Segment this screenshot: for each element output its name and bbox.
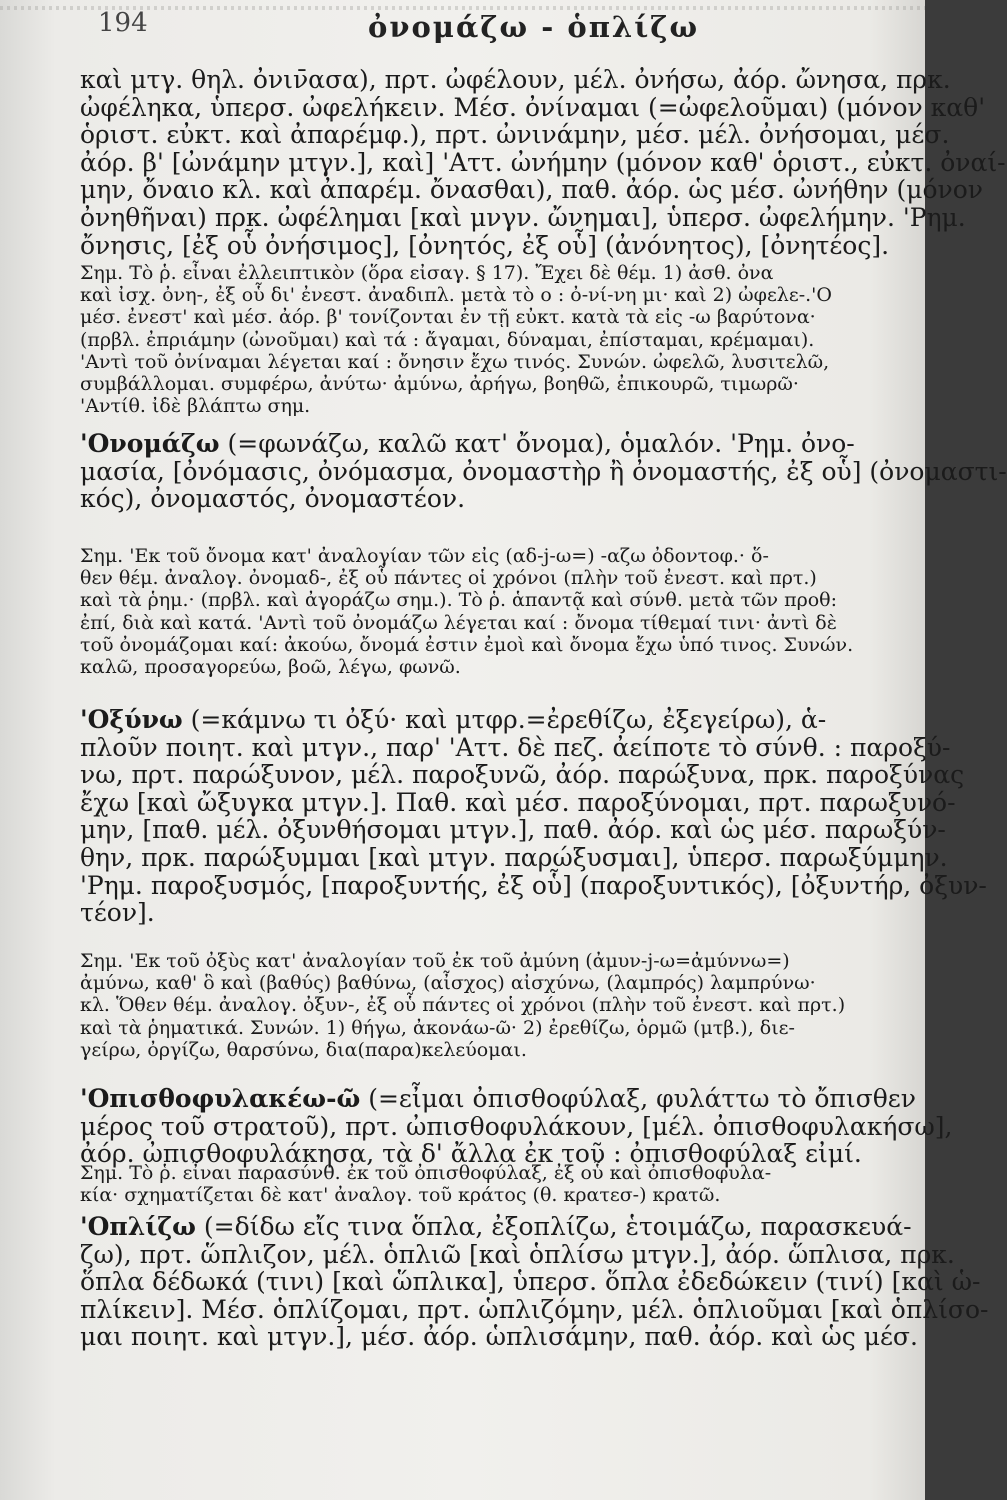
headword: 'Οπισθοφυλακέω-ῶ	[80, 1084, 361, 1113]
text-line	[80, 994, 912, 1016]
text-line	[80, 815, 946, 845]
line-text: θεν θέμ. ἀναλογ. ὀνομαδ-, ἐξ οὗ πάντες οἱ χρόνοι (πλὴν τοῦ ἐνεστ. καὶ πρτ.)	[80, 567, 817, 590]
line-text: ἐπί, διὰ καὶ κατά. 'Αντὶ τοῦ ὀνομάζω λέγεται καί : ὄνομα τίθεμαί τινι· ἀντὶ δὲ	[80, 611, 837, 634]
text-line	[80, 175, 983, 205]
text-line	[80, 706, 912, 734]
line-text: καὶ τὰ ῥημ.· (πρβλ. καὶ ἀγοράζω σημ.). Τὸ ῥ. ἁπαντᾷ καὶ σύνθ. μετὰ τῶν προθ:	[80, 589, 838, 612]
line-text: καλῶ, προσαγορεύω, βοῶ, λέγω, φωνῶ.	[80, 655, 461, 678]
line-text: ὠφέληκα, ὑπερσ. ὠφελήκειν. Μέσ. ὀνίναμαι (=ὠφελοῦμαι) (μόνον καθ'	[80, 92, 986, 122]
text-line	[80, 430, 912, 458]
text-line	[80, 1239, 955, 1269]
line-text: καὶ τὰ ῥηματικά. Συνών. 1) θήγω, ἀκονάω-ῶ· 2) ἐρεθίζω, ὁρμῶ (μτβ.), διε-	[80, 1016, 795, 1039]
line-text: κός), ὀνομαστός, ὀνομαστέον.	[80, 484, 466, 514]
line-text: Σημ. Τὸ ῥ. εἶναι ἐλλειπτικὸν (ὅρα εἰσαγ. § 17). Ἔχει δὲ θέμ. 1) ἀσθ. ὀνα	[80, 262, 774, 284]
text-line	[80, 351, 912, 373]
dictionary-entry	[80, 705, 987, 928]
line-text: νω, πρτ. παρώξυνον, μέλ. παροξυνῶ, ἀόρ. παρώξυνα, πρκ. παροξύνας	[80, 760, 965, 790]
headword: 'Οξύνω	[80, 705, 183, 734]
text-line	[80, 329, 912, 351]
dictionary-entry	[80, 429, 1007, 514]
line-text: μην, [παθ. μέλ. ὀξυνθήσομαι μτγν.], παθ. ἀόρ. καὶ ὡς μέσ. παρωξύν-	[80, 815, 946, 845]
dictionary-entry	[80, 1084, 953, 1169]
entry-note	[80, 950, 912, 1061]
line-text: πλοῦν ποιητ. καὶ μτγν., παρ' 'Αττ. δὲ πεζ. ἀείποτε τὸ σύνθ. : παροξύ-	[80, 732, 951, 762]
line-text: (πρβλ. ἐπριάμην (ὠνοῦμαι) καὶ τά : ἄγαμαι, δύναμαι, ἐπίσταμαι, κρέμαμαι).	[80, 328, 815, 351]
text-line	[80, 92, 986, 122]
line-text: Σημ. 'Εκ τοῦ ὀξὺς κατ' ἀναλογίαν τοῦ ἐκ τοῦ ἀμύνη (ἀμυν-j-ω=ἀμύννω=)	[80, 950, 790, 972]
text-line	[80, 1039, 912, 1061]
text-line	[80, 1322, 918, 1352]
text-line	[80, 65, 951, 94]
line-text: μην, ὄναιο κλ. καὶ ἀπαρέμ. ὄνασθαι), παθ. ἀόρ. ὡς μέσ. ὠνήθην (μόνον	[80, 175, 983, 205]
line-text: ἀόρ. β' [ὠνάμην μτγν.], καὶ] 'Αττ. ὠνήμην (μόνον καθ' ὁριστ., εὐκτ. ὀναί-	[80, 147, 1006, 177]
entry-note	[80, 262, 912, 417]
text-line	[80, 1184, 912, 1206]
entry-note	[80, 545, 912, 678]
line-text: τοῦ ὀνομάζομαι καί: ἀκούω, ὄνομά ἐστιν ἐμοὶ καὶ ὄνομα ἔχω ὑπό τινος. Συνών.	[80, 633, 854, 656]
text-line	[80, 1162, 912, 1184]
text-line	[80, 950, 912, 972]
line-text: γείρω, ὀργίζω, θαρσύνω, δια(παρα)κελεύομαι.	[80, 1038, 527, 1061]
dictionary-entry	[80, 65, 1006, 260]
line-text: (=εἶμαι ὀπισθοφύλαξ, φυλάττω τὸ ὄπισθεν	[360, 1084, 916, 1113]
text-line	[80, 373, 912, 395]
line-text: τέον].	[80, 898, 155, 928]
text-line	[80, 1017, 912, 1039]
text-line	[80, 120, 950, 150]
text-line	[80, 485, 912, 513]
headword: 'Οπλίζω	[80, 1212, 196, 1241]
line-text: κία· σχηματίζεται δὲ κατ' ἀναλογ. τοῦ κράτος (θ. κρατεσ-) κρατῶ.	[80, 1184, 721, 1207]
text-line	[80, 232, 912, 260]
page-number: 194	[98, 8, 148, 38]
text-line	[80, 589, 912, 611]
line-text: ζω), πρτ. ὥπλιζον, μέλ. ὁπλιῶ [καὶ ὁπλίσω μτγν.], ἀόρ. ὥπλισα, πρκ.	[80, 1239, 955, 1269]
text-line	[80, 1111, 953, 1141]
line-text: μαι ποιητ. καὶ μτγν.], μέσ. ἀόρ. ὡπλισάμην, παθ. ἀόρ. καὶ ὡς μέσ.	[80, 1322, 918, 1352]
entry-note	[80, 1162, 912, 1206]
line-text: 'Αντὶ τοῦ ὀνίναμαι λέγεται καί : ὄνησιν ἔχω τινός. Συνών. ὠφελῶ, λυσιτελῶ,	[80, 350, 830, 373]
dictionary-entry	[80, 1212, 989, 1352]
text-line	[80, 634, 912, 656]
text-line	[80, 656, 912, 678]
text-line	[80, 284, 912, 306]
text-line	[80, 787, 956, 817]
line-text: ἀόρ. ὠπισθοφυλάκησα, τὰ δ' ἄλλα ἐκ τοῦ : ὀπισθοφύλαξ εἰμί.	[80, 1139, 862, 1169]
line-text: ὄνησις, [ἐξ οὗ ὀνήσιμος], [ὀνητός, ἐξ οὗ] (ἀνόνητος), [ὀνητέος].	[80, 230, 890, 260]
text-line	[80, 612, 912, 634]
text-line	[80, 262, 912, 284]
text-line	[80, 870, 987, 900]
line-text: 'Ρημ. παροξυσμός, [παροξυντής, ἐξ οὗ] (παροξυντικός), [ὀξυντήρ, ὀξυν-	[80, 870, 987, 900]
line-text: μασία, [ὀνόμασις, ὀνόμασμα, ὀνομαστὴρ ἢ ὀνομαστής, ἐξ οὗ] (ὀνομαστι-	[80, 456, 1007, 486]
line-text: ἀμύνω, καθ' ὃ καὶ (βαθύς) βαθύνω, (αἶσχος) αἰσχύνω, (λαμπρός) λαμπρύνω·	[80, 972, 816, 995]
line-text: Σημ. Τὸ ῥ. εἶναι παρασύνθ. ἐκ τοῦ ὀπισθοφύλαξ, ἐξ οὗ καὶ ὀπισθοφυλα-	[80, 1162, 772, 1184]
line-text: κλ. Ὅθεν θέμ. ἀναλογ. ὀξυν-, ἐξ οὗ πάντες οἱ χρόνοι (πλὴν τοῦ ἐνεστ. καὶ πρτ.)	[80, 994, 846, 1017]
line-text: μέσ. ἐνεστ' καὶ μέσ. ἀόρ. β' τονίζονται ἐν τῇ εὐκτ. κατὰ τὰ εἰς -ω βαρύτονα·	[80, 306, 816, 329]
text-line	[80, 972, 912, 994]
line-text: καὶ ἰσχ. ὀνη-, ἐξ οὗ δι' ἐνεστ. ἀναδιπλ. μετὰ τὸ ο : ὀ-νί-νη μι· καὶ 2) ὠφελε-.'Ο	[80, 284, 832, 307]
line-text: (=κάμνω τι ὀξύ· καὶ μτφρ.=ἐρεθίζω, ἐξεγείρω), ἁ-	[182, 705, 827, 734]
line-text: 'Αντίθ. ἰδὲ βλάπτω σημ.	[80, 395, 311, 418]
line-text: Σημ. 'Εκ τοῦ ὄνομα κατ' ἀναλογίαν τῶν εἰς (αδ-j-ω=) -αζω ὀδοντοφ.· ὅ-	[80, 545, 769, 567]
line-text: ἔχω [καὶ ὤξυγκα μτγν.]. Παθ. καὶ μέσ. παροξύνομαι, πρτ. παρωξυνό-	[80, 787, 956, 817]
text-line	[80, 1084, 916, 1113]
text-line	[80, 1213, 912, 1241]
text-line	[80, 899, 912, 927]
text-line	[80, 732, 951, 762]
text-line	[80, 202, 966, 232]
text-line	[80, 567, 912, 589]
text-line	[80, 545, 912, 567]
running-head: ὀνομάζω - ὁπλίζω	[368, 10, 700, 44]
text-line	[80, 306, 912, 328]
line-text: ὁριστ. εὐκτ. καὶ ἀπαρέμφ.), πρτ. ὠνινάμην, μέσ. μέλ. ὀνήσομαι, μέσ.	[80, 120, 950, 150]
text-line	[80, 456, 1007, 486]
line-text: ὅπλα δέδωκά (τινι) [καὶ ὥπλικα], ὑπερσ. ὅπλα ἐδεδώκειν (τινί) [καὶ ὡ-	[80, 1267, 981, 1297]
line-text: θην, πρκ. παρώξυμμαι [καὶ μτγν. παρώξυσμαι], ὑπερσ. παρωξύμμην.	[80, 842, 948, 872]
text-line	[80, 147, 1006, 177]
line-text: πλίκειν]. Μέσ. ὁπλίζομαι, πρτ. ὡπλιζόμην, μέλ. ὁπλιοῦμαι [καὶ ὁπλίσο-	[80, 1294, 989, 1324]
text-line	[80, 760, 965, 790]
headword: 'Ονομάζω	[80, 429, 220, 458]
line-text: μέρος τοῦ στρατοῦ), πρτ. ὠπισθοφυλάκουν, [μέλ. ὀπισθοφυλακήσω],	[80, 1111, 953, 1141]
text-line	[80, 842, 948, 872]
text-line	[80, 395, 912, 417]
line-text: συμβάλλομαι. συμφέρω, ἀνύτω· ἀμύνω, ἀρήγω, βοηθῶ, ἐπικουρῶ, τιμωρῶ·	[80, 372, 799, 395]
line-text: (=δίδω εἴς τινα ὅπλα, ἐξοπλίζω, ἑτοιμάζω, παρασκευά-	[195, 1212, 912, 1241]
text-line	[80, 1267, 981, 1297]
line-text: καὶ μτγ. θηλ. ὀνιν̄ασα), πρτ. ὠφέλουν, μέλ. ὀνήσω, ἀόρ. ὤνησα, πρκ.	[80, 65, 951, 94]
line-text: ὀνηθῆναι) πρκ. ὠφέλημαι [καὶ μνγν. ὤνημαι], ὑπερσ. ὠφελήμην. 'Ρημ.	[80, 202, 966, 232]
line-text: (=φωνάζω, καλῶ κατ' ὄνομα), ὁμαλόν. 'Ρημ. ὀνο-	[219, 429, 855, 458]
text-line	[80, 1294, 989, 1324]
